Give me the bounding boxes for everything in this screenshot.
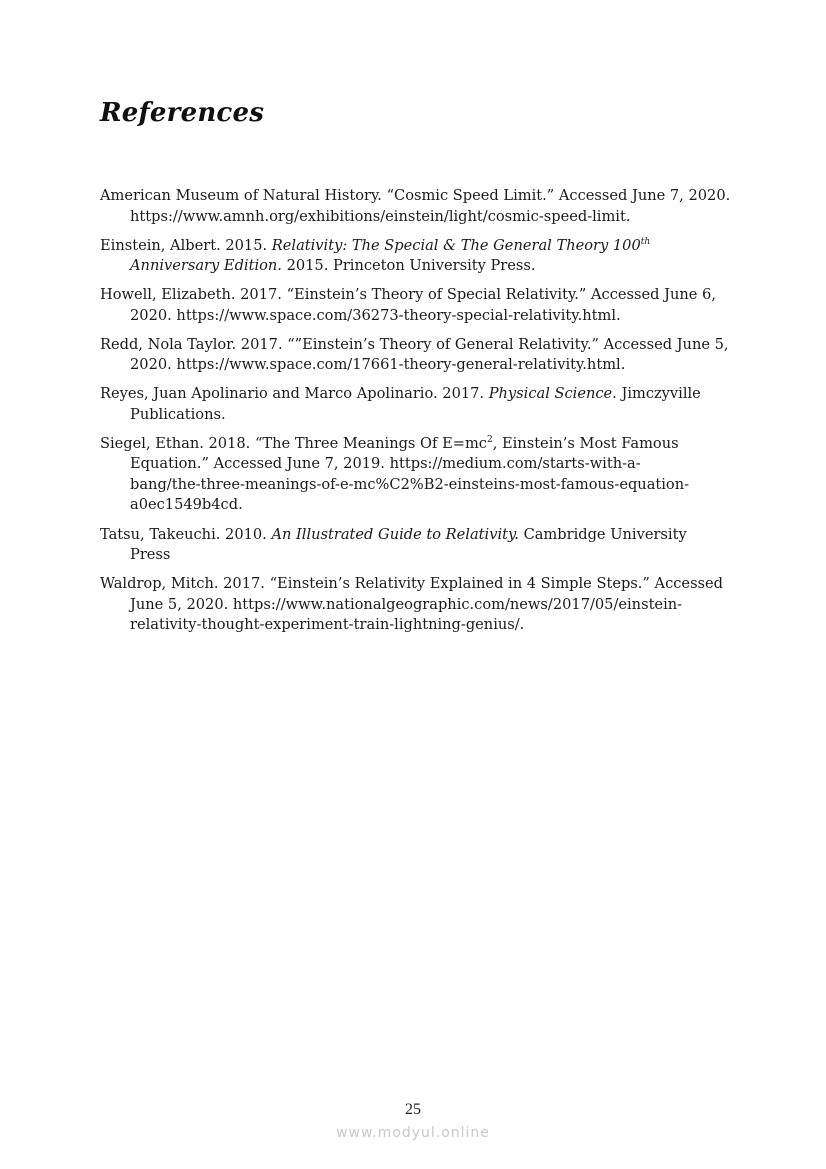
reference-publisher: Cambridge University Press bbox=[130, 525, 687, 564]
reference-publisher: 2015. Princeton University Press. bbox=[286, 257, 536, 275]
reference-url: https://www.space.com/17661-theory-general-relativity.html. bbox=[176, 356, 626, 374]
reference-accessed: Accessed June 6, 2020. bbox=[130, 286, 716, 324]
reference-url: https://www.nationalgeographic.com/news/2017/05/einstein- relativity-thought-experiment-train-lightning-genius/. bbox=[130, 595, 683, 634]
reference-title: “Einstein’s Relativity Explained in 4 Simple Steps.” bbox=[269, 575, 650, 593]
reference-author: Howell, Elizabeth. 2017. bbox=[100, 286, 282, 304]
page-number: 25 bbox=[405, 1101, 421, 1118]
reference-item bbox=[100, 186, 736, 227]
reference-author: Tatsu, Takeuchi. 2010. bbox=[100, 525, 267, 543]
reference-title: Relativity: The Special & The General Theory 100th Anniversary Edition. bbox=[130, 236, 651, 275]
reference-title: “Einstein’s Theory of Special Relativity.” bbox=[286, 286, 587, 304]
reference-author: Redd, Nola Taylor. 2017. bbox=[100, 335, 283, 353]
reference-title: “”Einstein’s Theory of General Relativity.” bbox=[287, 335, 599, 353]
reference-item bbox=[100, 574, 736, 636]
page-title: References bbox=[100, 98, 265, 128]
reference-title: An Illustrated Guide to Relativity. bbox=[271, 525, 519, 543]
reference-author: Reyes, Juan Apolinario and Marco Apolinario. 2017. bbox=[100, 385, 485, 403]
reference-accessed: Accessed June 7, 2019. bbox=[213, 455, 385, 473]
reference-accessed: Accessed June 5, 2020. bbox=[130, 575, 724, 613]
reference-item bbox=[100, 335, 736, 376]
reference-author: Einstein, Albert. 2015. bbox=[100, 236, 268, 254]
reference-url: https://medium.com/starts-with-a- bang/the-three-meanings-of-e-mc%C2%B2-einsteins-most-famous-equation- a0ec1549b4cd. bbox=[130, 455, 690, 514]
reference-accessed: Accessed June 7, 2020. bbox=[558, 187, 731, 204]
reference-url: https://www.amnh.org/exhibitions/einstein/light/cosmic-speed-limit. bbox=[130, 207, 631, 225]
watermark: www.modyul.online bbox=[336, 1125, 490, 1141]
references-list bbox=[100, 186, 736, 644]
reference-item bbox=[100, 285, 736, 326]
reference-publisher: Jimczyville Publications. bbox=[130, 385, 701, 423]
reference-author: American Museum of Natural History. bbox=[100, 187, 382, 204]
reference-item bbox=[100, 434, 736, 516]
reference-title: “The Three Meanings Of $E=mc^2$, Einstein’s Most Famous Equation.” bbox=[130, 434, 679, 473]
reference-title: “Cosmic Speed Limit.” bbox=[386, 187, 555, 204]
reference-item bbox=[100, 525, 736, 566]
reference-accessed: Accessed June 5, 2020. bbox=[130, 335, 729, 374]
reference-title: Physical Science. bbox=[488, 385, 617, 403]
reference-item bbox=[100, 384, 736, 425]
reference-url: https://www.space.com/36273-theory-special-relativity.html. bbox=[176, 306, 621, 324]
reference-item bbox=[100, 236, 736, 277]
reference-author: Waldrop, Mitch. 2017. bbox=[100, 575, 265, 593]
reference-author: Siegel, Ethan. 2018. bbox=[100, 434, 251, 452]
